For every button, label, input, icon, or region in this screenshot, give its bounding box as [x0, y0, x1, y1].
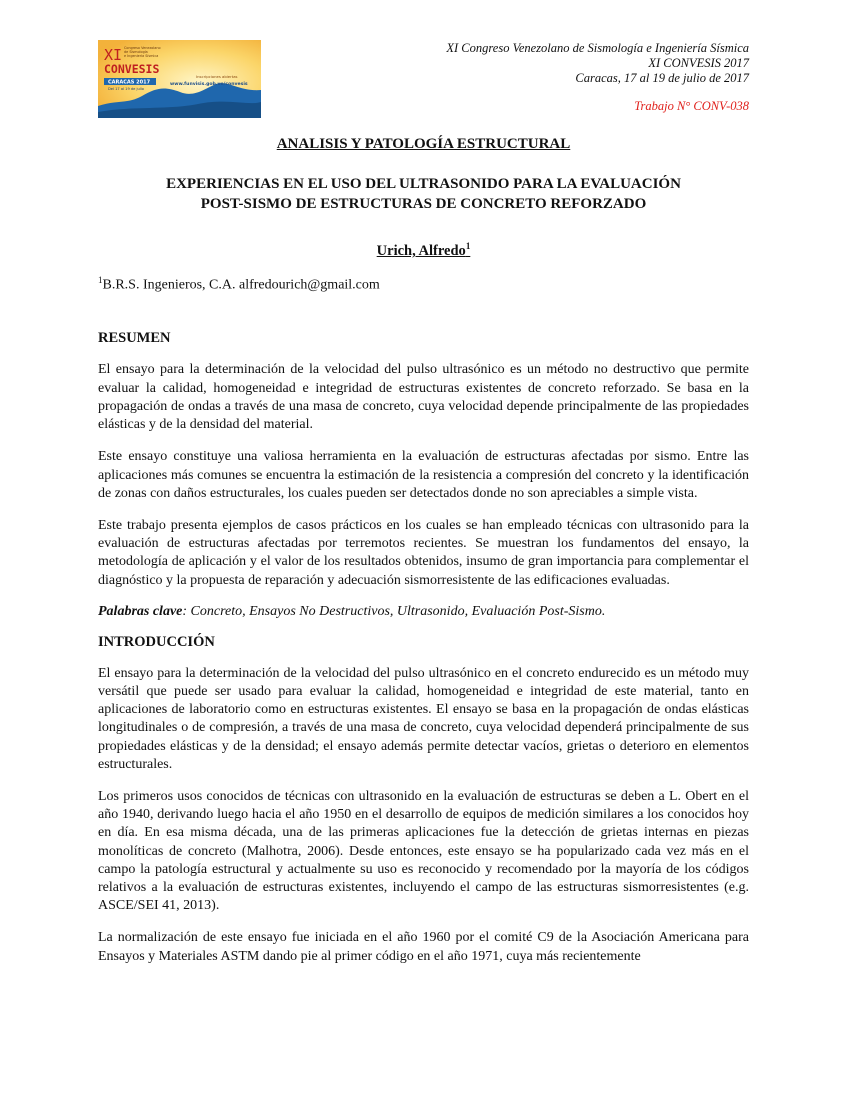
resumen-paragraph-1: El ensayo para la determinación de la velocidad del pulso ultrasónico es un método no destructivo que permite evaluar la calidad, homogeneidad e integridad de estructuras existentes de concreto reforzado. Se basa en la propagación de ondas a través de una masa de concreto, cuya velocidad depende principalmente de las propiedades elásticas y de la densidad del material.: [98, 362, 749, 433]
paper-body: [98, 134, 749, 966]
logo-subtitle-2: de Sismología: [124, 50, 148, 54]
logo-inscriptions-text: Inscripciones abiertas: [196, 74, 238, 79]
affiliation-sup: 1: [98, 274, 103, 285]
convesis-logo-graphic: [98, 40, 261, 118]
paper-title-line-2: POST-SISMO DE ESTRUCTURAS DE CONCRETO REFORZADO: [200, 196, 647, 212]
keywords-text: : Concreto, Ensayos No Destructivos, Ultrasonido, Evaluación Post-Sismo.: [182, 603, 606, 619]
affiliation-text: B.R.S. Ingenieros, C.A. alfredourich@gmail.com: [102, 277, 380, 293]
logo-dates-text: Del 17 al 19 de julio: [108, 87, 144, 91]
resumen-paragraph-3: Este trabajo presenta ejemplos de casos prácticos en los cuales se han empleado técnicas con ultrasonido para la evaluación de estructuras afectadas por terremotos recientes. Se muestran los fundamentos del ensayo, la metodología de aplicación y el valor de los resultados obtenidos, insumo de gran importancia para complementar el diagnóstico y la propuesta de reparación y adecuación sismorresistente de las edificaciones evaluadas.: [98, 517, 749, 588]
author-sup: 1: [465, 241, 471, 251]
keywords: [98, 603, 749, 621]
header-conference-name: XI Congreso Venezolano de Sismología e Ingeniería Sísmica: [446, 41, 749, 55]
resumen-heading: RESUMEN: [98, 330, 171, 347]
convesis-logo: [98, 40, 261, 118]
author-name: Urich, Alfredo: [376, 242, 466, 259]
logo-convesis-text: CONVESIS: [104, 62, 160, 76]
paper-title: [98, 174, 749, 214]
conference-header: [446, 41, 749, 114]
logo-xi-text: XI: [104, 46, 123, 64]
logo-subtitle-3: e Ingeniería Sísmica: [124, 54, 159, 58]
keywords-label: Palabras clave: [98, 603, 183, 619]
paper-title-line-1: EXPERIENCIAS EN EL USO DEL ULTRASONIDO PARA LA EVALUACIÓN: [166, 176, 681, 192]
logo-url-text: www.funvisis.gob.ve/convesis: [170, 82, 248, 87]
affiliation: [98, 271, 749, 295]
header-paper-number: Trabajo N° CONV-038: [634, 99, 749, 113]
introduccion-heading: INTRODUCCIÓN: [98, 633, 215, 650]
introduccion-paragraph-2: Los primeros usos conocidos de técnicas con ultrasonido en la evaluación de estructuras se deben a L. Obert en el año 1940, derivando luego hacia el año 1950 en el desarrollo de equipos de medición similares a los conocidos hoy en día. En esa misma década, una de las primeras aplicaciones fue la detección de grietas internas en piezas monolíticas de concreto (Malhotra, 2006). Desde entonces, este ensayo se ha popularizado cada vez más en el campo la patología estructural y actualmente su uso es reconocido y recomendado por la mayoría de los códigos relativos a la evaluación de estructuras existentes, incluyendo el campo de las estructuras sismorresistentes (e.g. ASCE/SEI 41, 2013).: [98, 788, 749, 914]
author: [98, 236, 749, 261]
section-title: ANALISIS Y PATOLOGÍA ESTRUCTURAL: [276, 136, 571, 152]
logo-banner-text: CARACAS 2017: [108, 79, 151, 86]
header-place-dates: Caracas, 17 al 19 de julio de 2017: [575, 71, 749, 85]
introduccion-paragraph-1: El ensayo para la determinación de la velocidad del pulso ultrasónico en el concreto endurecido es un método muy versátil que puede ser usado para evaluar la calidad, homogeneidad e integridad de este material, tanto en aplicaciones de laboratorio como en estructuras existentes. El ensayo se basa en la propagación de ondas elásticas longitudinales o de compresión, a través de una masa de concreto, cuya velocidad dependerá principalmente de sus propiedades elásticas y de la densidad; el ensayo además permite detectar vacíos, grietas o deterioro en elementos estructurales.: [98, 665, 749, 772]
introduccion-paragraph-3: La normalización de este ensayo fue iniciada en el año 1960 por el comité C9 de la Asociación Americana para Ensayos y Materiales ASTM dando pie al primer código en el año 1971, cuya más recientemente: [98, 930, 749, 964]
logo-subtitle-1: Congreso Venezolano: [124, 46, 161, 50]
resumen-paragraph-2: Este ensayo constituye una valiosa herramienta en la evaluación de estructuras afectadas por sismo. Entre las aplicaciones más comunes se encuentra la estimación de la resistencia a compresión del concreto y la identificación de zonas con daños estructurales, los cuales pueden ser detectados donde no son apreciables a simple vista.: [98, 449, 749, 501]
header-edition: XI CONVESIS 2017: [648, 56, 749, 70]
